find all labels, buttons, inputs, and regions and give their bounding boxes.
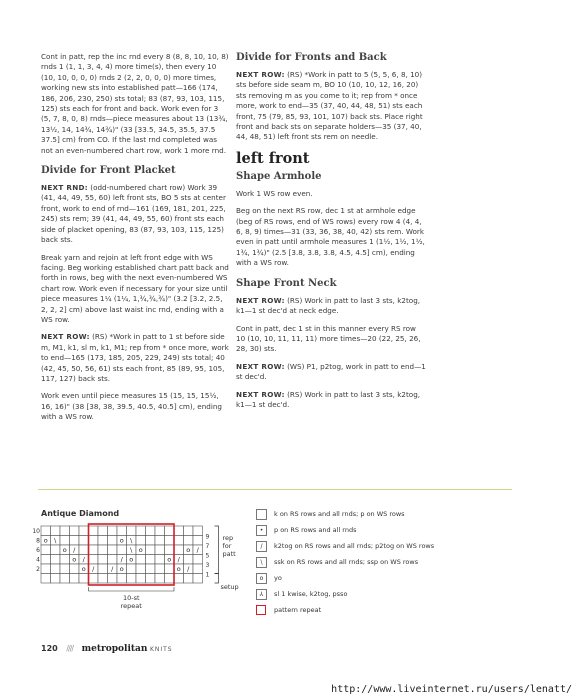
chart-cell	[89, 574, 99, 584]
chart-cell	[98, 536, 108, 546]
chart-cell	[117, 545, 127, 555]
chart-symbol: o	[72, 555, 77, 564]
chart-cell	[108, 536, 118, 546]
neck-3-text: (WS) P1, p2tog, work in patt to end—1 st dec'd.	[236, 361, 426, 382]
legend-item-purl	[256, 525, 506, 541]
chart-cell	[117, 526, 127, 536]
legend-ssk-text: ssk on RS rows and all rnds; ssp on WS rows	[274, 558, 419, 566]
chart-symbol: /	[73, 546, 76, 555]
chart-cell	[89, 536, 99, 546]
chart-setup-label: setup	[220, 583, 239, 591]
next-row-label: NEXT ROW:	[41, 332, 90, 342]
legend-repeat-icon	[256, 605, 266, 615]
chart-rep-label: patt	[222, 550, 236, 558]
chart-symbol: o	[138, 546, 143, 555]
chart-cell	[165, 545, 175, 555]
neck-4-label: NEXT ROW:	[236, 389, 285, 399]
legend-sk2p-text: sl 1 kwise, k2tog, psso	[274, 590, 348, 598]
chart-rep-label: rep	[222, 534, 234, 542]
chart-symbol: /	[92, 565, 95, 574]
intro-paragraph: Cont in patt, rep the inc rnd every 8 (8, 8, 10, 10, 8) rnds 1 (1, 1, 3, 4, 4) more time(s), then every 10 (10, 10, 0, 0, 0) rnds 2 (2, 2, 0, 0, 0) more times, working new sts into established patt—166 (174, 186, 206, 230, 250) sts total; 83 (87, 93, 103, 115, 125) sts each for front and back. Work even for 3 (5, 7, 8, 0, 8) rnds—piece measures about 13 (13¾, 13½, 14, 14¾, 14¾)" (33 [33.5, 34.5, 35.5, 37.5 37.5] cm) from CO. If the last rnd completed was not an even-numbered chart row, work 1 more rnd.	[41, 52, 229, 155]
chart-cell	[146, 564, 156, 574]
chart-cell	[127, 574, 137, 584]
heading-divide-front-placket: Divide for Front Placket	[41, 165, 176, 177]
chart-cell	[146, 555, 156, 565]
chart-symbol: /	[177, 555, 180, 564]
chart-cell	[89, 526, 99, 536]
chart-symbol: \	[54, 536, 57, 545]
legend-item-knit	[256, 509, 506, 525]
chart-cell	[127, 564, 137, 574]
chart-cell	[41, 574, 51, 584]
chart-cell	[146, 545, 156, 555]
legend-yo-text: yo	[274, 574, 282, 582]
neck-paragraph-4	[236, 390, 426, 411]
chart-cell	[98, 574, 108, 584]
chart-cell	[98, 526, 108, 536]
legend-purl-text: p on RS rows and all rnds	[274, 526, 357, 534]
chart-title: Antique Diamond	[41, 509, 120, 518]
legend-item-sk2p	[256, 589, 506, 605]
chart-cell	[98, 545, 108, 555]
chart-cell	[165, 574, 175, 584]
chart-cell	[89, 545, 99, 555]
chart-row-number: 5	[205, 552, 210, 560]
chart-cell	[193, 526, 203, 536]
chart-cell	[79, 526, 89, 536]
break-yarn-paragraph: Break yarn and rejoin at left front edge with WS facing. Beg working established chart patt back and forth in rows, beg with the next even-numbered WS chart row. Work even if necessary for your size until piece measures 1¼ (1¼, 1,¾,¾,¾)" (3.2 [3.2, 2.5, 2, 2, 2] cm) above last waist inc rnd, ending with a WS row.	[41, 252, 229, 324]
chart-cell	[155, 536, 165, 546]
legend-knit-icon	[256, 509, 267, 520]
chart-symbol: o	[176, 565, 181, 574]
legend-item-yo	[256, 573, 506, 589]
chart-cell	[174, 574, 184, 584]
chart-cell	[70, 564, 80, 574]
knitting-chart	[32, 520, 251, 624]
chart-cell	[51, 526, 61, 536]
chart-cell	[184, 526, 194, 536]
chart-cell	[98, 555, 108, 565]
chart-repeat-label: 10-st	[122, 594, 140, 602]
chart-cell	[193, 564, 203, 574]
chart-cell	[136, 555, 146, 565]
chart-cell	[155, 574, 165, 584]
neck-3-label: NEXT ROW:	[236, 361, 285, 371]
chart-row-number: 2	[36, 566, 40, 573]
chart-row-number: 1	[205, 571, 210, 579]
chart-cell	[79, 574, 89, 584]
next-row-paragraph	[41, 332, 229, 384]
chart-row-number: 8	[36, 537, 40, 545]
chart-cell	[108, 545, 118, 555]
chart-cell	[60, 526, 70, 536]
chart-svg	[32, 520, 251, 620]
chart-row-number: 4	[36, 556, 40, 564]
chart-cell	[70, 526, 80, 536]
chart-cell	[174, 545, 184, 555]
neck-1-text: (RS) Work in patt to last 3 sts, k2tog, k1—1 st dec'd at neck edge.	[236, 295, 421, 316]
chart-symbol: o	[186, 546, 191, 555]
chart-cell	[146, 536, 156, 546]
chart-symbol: o	[81, 565, 86, 574]
chart-symbol: o	[119, 536, 124, 545]
chart-cell	[155, 564, 165, 574]
chart-symbol: o	[119, 565, 124, 574]
neck-paragraph-1	[236, 296, 426, 317]
chart-legend	[256, 509, 506, 621]
chart-symbol: o	[62, 546, 67, 555]
left-column	[41, 52, 229, 430]
chart-symbol: o	[129, 555, 134, 564]
chart-symbol: o	[43, 536, 48, 545]
chart-symbol: /	[196, 546, 199, 555]
chart-symbol: o	[167, 555, 172, 564]
chart-cell	[184, 574, 194, 584]
neck-paragraph-2: Cont in patt, dec 1 st in this manner every RS row 10 (10, 10, 11, 11, 11) more times—20 (22, 25, 26, 28, 30) sts.	[236, 323, 421, 354]
chart-symbol: \	[130, 536, 133, 545]
chart-setup-bracket	[215, 574, 219, 584]
chart-rep-bracket	[215, 526, 219, 574]
neck-paragraph-3	[236, 362, 426, 383]
armhole-paragraph-2: Beg on the next RS row, dec 1 st at armhole edge (beg of RS rows, end of WS rows) every row 4 (4, 4, 6, 8, 9) times—31 (33, 36, 38, 40, 42) sts rem. Work even in patt until armhole measures 1 (1½, 1½, 1½, 1¾, 1¾)" (2.5 [3.8, 3.8, 3.8, 4.5, 4.5] cm), ending with a WS row.	[236, 206, 425, 268]
footer-brand: metropolitan	[81, 644, 148, 654]
footer-brand-suffix: KNITS	[149, 646, 173, 653]
chart-rep-label: for	[222, 542, 232, 550]
legend-item-repeat	[256, 605, 506, 621]
chart-symbol: /	[82, 555, 85, 564]
footer-slashes: ////	[66, 644, 74, 653]
chart-symbol: /	[120, 555, 123, 564]
chart-cell	[136, 574, 146, 584]
chart-cell	[51, 555, 61, 565]
legend-k2tog-icon: /	[256, 541, 267, 552]
chart-cell	[79, 536, 89, 546]
chart-cell	[89, 555, 99, 565]
chart-cell	[51, 545, 61, 555]
divide-label: NEXT ROW:	[236, 70, 285, 79]
page-footer	[41, 644, 173, 654]
chart-cell	[79, 545, 89, 555]
divide-paragraph	[236, 70, 426, 143]
chart-cell	[51, 564, 61, 574]
legend-repeat-text: pattern repeat	[274, 606, 322, 614]
chart-cell	[165, 564, 175, 574]
chart-cell	[41, 526, 51, 536]
chart-cell	[136, 526, 146, 536]
chart-row-number: 6	[36, 547, 40, 554]
legend-sk2p-icon: ⅄	[256, 589, 267, 600]
chart-cell	[60, 536, 70, 546]
legend-item-ssk	[256, 557, 506, 573]
chart-cell	[41, 545, 51, 555]
section-divider	[38, 489, 512, 490]
chart-cell	[60, 555, 70, 565]
chart-cell	[165, 526, 175, 536]
chart-cell	[60, 564, 70, 574]
chart-cell	[136, 536, 146, 546]
chart-cell	[174, 536, 184, 546]
heading-shape-front-neck: Shape Front Neck	[236, 277, 337, 289]
chart-cell	[117, 574, 127, 584]
chart-symbol: /	[187, 565, 190, 574]
chart-cell	[165, 536, 175, 546]
neck-4-text: (RS) Work in patt to last 3 sts, k2tog, k1—1 st dec'd.	[236, 389, 421, 409]
chart-cell	[193, 555, 203, 565]
chart-cell	[70, 536, 80, 546]
chart-cell	[60, 574, 70, 584]
chart-cell	[41, 564, 51, 574]
chart-cell	[41, 555, 51, 565]
next-rnd-text: (odd-numbered chart row) Work 39 (41, 44, 49, 55, 60) left front sts, BO 5 sts at center front, work to end of rnd—161 (169, 181, 201, 225, 245) sts rem; 39 (41, 44, 49, 55, 60) front sts each side of placket opening, 83 (87, 93, 103, 115, 125) back sts.	[41, 183, 226, 245]
legend-k2tog-text: k2tog on RS rows and all rnds; p2tog on WS rows	[274, 542, 435, 550]
chart-cell	[70, 574, 80, 584]
page-number: 120	[41, 644, 58, 653]
work-even-paragraph: Work even until piece measures 15 (15, 15, 15½, 16, 16)" (38 [38, 38, 39.5, 40.5, 40.5] cm), ending with a WS row.	[41, 391, 222, 422]
right-column	[236, 52, 426, 417]
chart-cell	[146, 574, 156, 584]
legend-purl-icon: •	[256, 525, 267, 536]
chart-cell	[193, 574, 203, 584]
chart-cell	[155, 545, 165, 555]
chart-symbol: /	[111, 565, 114, 574]
chart-cell	[127, 526, 137, 536]
chart-cell	[108, 574, 118, 584]
chart-cell	[146, 526, 156, 536]
heading-divide-fronts-back: Divide for Fronts and Back	[236, 52, 387, 63]
chart-cell	[51, 574, 61, 584]
next-rnd-paragraph	[41, 183, 229, 245]
chart-cell	[136, 564, 146, 574]
legend-yo-icon: o	[256, 573, 267, 584]
chart-row-number: 9	[205, 533, 210, 541]
chart-cell	[108, 555, 118, 565]
divide-text: (RS) *Work in patt to 5 (5, 5, 6, 8, 10) sts before side seam m, BO 10 (10, 10, 12, 16, 20) sts removing m as you come to it; rep from * once more, work to end—35 (37, 40, 44, 48, 51) sts each front, 75 (79, 85, 93, 101, 107) back sts. Place right front and back sts on separate holders—35 (37, 40, 44, 48, 51) left front sts rem on needle.	[236, 70, 423, 142]
chart-cell	[155, 526, 165, 536]
legend-knit-text: k on RS rows and all rnds; p on WS rows	[274, 510, 405, 518]
legend-item-k2tog	[256, 541, 506, 557]
section-title-left-front: left front	[236, 149, 310, 167]
chart-cell	[155, 555, 165, 565]
next-row-text: (RS) *Work in patt to 1 st before side m, M1, k1, sl m, k1, M1; rep from * once more, work to end—165 (173, 185, 205, 229, 249) sts total; 40 (42, 45, 50, 56, 61) sts each front, 85 (89, 95, 105, 117, 127) back sts.	[41, 332, 229, 383]
chart-repeat-bracket	[89, 587, 175, 591]
neck-1-label: NEXT ROW:	[236, 295, 285, 305]
heading-shape-armhole: Shape Armhole	[236, 170, 322, 182]
chart-cell	[108, 526, 118, 536]
armhole-paragraph-1: Work 1 WS row even.	[236, 188, 313, 198]
chart-cell	[184, 555, 194, 565]
chart-cell	[184, 536, 194, 546]
chart-row-number: 3	[205, 562, 210, 569]
chart-cell	[193, 536, 203, 546]
watermark-url: http://www.liveinternet.ru/users/lenatt/	[331, 684, 572, 695]
next-rnd-label: NEXT RND:	[41, 183, 88, 193]
chart-row-number: 7	[205, 543, 210, 550]
chart-cell	[174, 526, 184, 536]
legend-ssk-icon: \	[256, 557, 267, 568]
chart-cell	[98, 564, 108, 574]
chart-row-number: 10	[32, 528, 40, 535]
chart-symbol: \	[130, 546, 133, 555]
chart-repeat-label: repeat	[120, 602, 142, 610]
